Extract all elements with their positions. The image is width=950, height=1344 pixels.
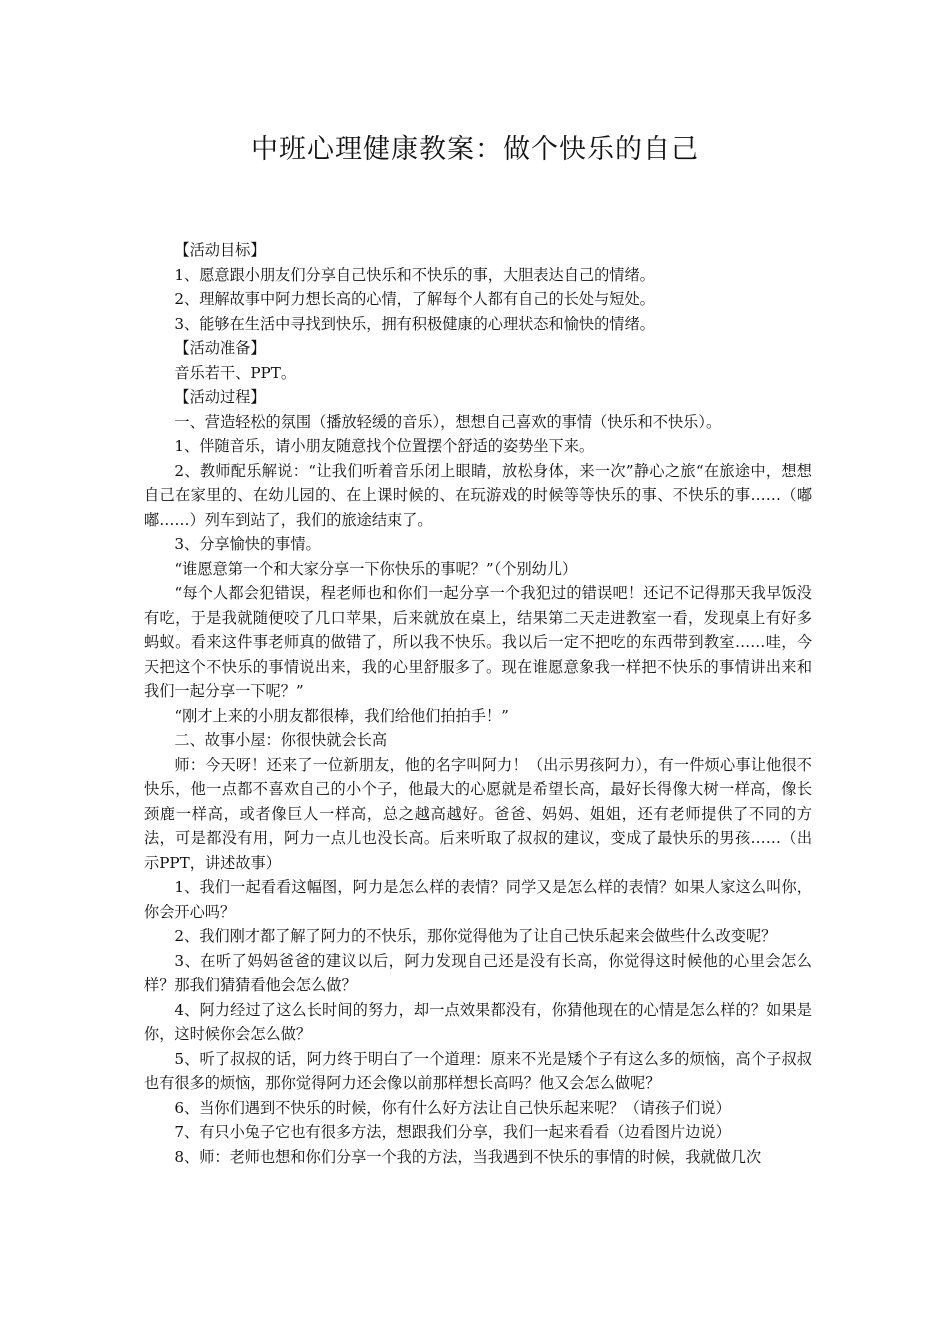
paragraph: 3、在听了妈妈爸爸的建议以后，阿力发现自己还是没有长高，你觉得这时候他的心里会怎么样？那我们猜猜看他会怎么做？: [144, 951, 812, 994]
section-heading-process: 【活动过程】: [174, 388, 266, 406]
paragraph: “刚才上来的小朋友都很棒，我们给他们拍拍手！”: [174, 706, 509, 725]
paragraph: 音乐若干、PPT。: [174, 363, 297, 382]
paragraph: 6、当你们遇到不快乐的时候，你有什么好方法让自己快乐起来呢？（请孩子们说）: [174, 1098, 731, 1117]
section-heading-preparation: 【活动准备】: [174, 339, 266, 357]
paragraph: 7、有只小兔子它也有很多方法，想跟我们分享，我们一起来看看（边看图片边说）: [174, 1123, 731, 1141]
paragraph: 2、教师配乐解说：“让我们听着音乐闭上眼睛，放松身体，来一次”静心之旅“在旅途中，想想自己在家里的、在幼儿园的、在上课时候的、在玩游戏的时候等等快乐的事、不快乐的事……（嘟嘟……）列车到站了，我们的旅途结束了。: [144, 461, 812, 529]
paragraph: 3、能够在生活中寻找到快乐，拥有积极健康的心理状态和愉快的情绪。: [174, 314, 655, 333]
paragraph: 二、故事小屋：你很快就会长高: [174, 731, 388, 749]
paragraph: 8、师：老师也想和你们分享一个我的方法，当我遇到不快乐的事情的时候，我就做几次: [174, 1147, 762, 1166]
paragraph: 2、理解故事中阿力想长高的心情，了解每个人都有自己的长处与短处。: [174, 290, 655, 308]
paragraph: 1、愿意跟小朋友们分享自己快乐和不快乐的事，大胆表达自己的情绪。: [174, 265, 655, 284]
paragraph: 1、我们一起看看这幅图，阿力是怎么样的表情？同学又是怎么样的表情？如果人家这么叫你，你会开心吗？: [144, 878, 812, 921]
paragraph: “谁愿意第一个和大家分享一下你快乐的事呢？”（个别幼儿）: [174, 559, 578, 578]
paragraph: 1、伴随音乐，请小朋友随意找个位置摆个舒适的姿势坐下来。: [174, 437, 595, 455]
paragraph: 一、营造轻松的氛围（播放轻缓的音乐），想想自己喜欢的事情（快乐和不快乐）。: [174, 412, 722, 431]
section-heading-goals: 【活动目标】: [174, 241, 266, 259]
paragraph: 2、我们刚才都了解了阿力的不快乐，那你觉得他为了让自己快乐起来会做些什么改变呢？: [174, 927, 777, 945]
document-title: 中班心理健康教案：做个快乐的自己: [251, 134, 699, 165]
document-body: [144, 238, 812, 1169]
paragraph: 5、听了叔叔的话，阿力终于明白了一个道理：原来不光是矮个子有这么多的烦恼，高个子叔叔也有很多的烦恼，那你觉得阿力还会像以前那样想长高吗？他又会怎么做呢？: [144, 1049, 812, 1092]
paragraph: “每个人都会犯错误，程老师也和你们一起分享一个我犯过的错误吧！还记不记得那天我早饭没有吃，于是我就随便咬了几口苹果，后来就放在桌上，结果第二天走进教室一看，发现桌上有好多蚂蚁。看来这件事老师真的做错了，所以我不快乐。我以后一定不把吃的东西带到教室……哇，今天把这个不快乐的事情说出来，我的心里舒服多了。现在谁愿意象我一样把不快乐的事情讲出来和我们一起分享一下呢？”: [144, 584, 812, 700]
paragraph: 师：今天呀！还来了一位新朋友，他的名字叫阿力！（出示男孩阿力），有一件烦心事让他很不快乐，他一点都不喜欢自己的小个子，他最大的心愿就是希望长高，最好长得像大树一样高，像长颈鹿一样高，或者像巨人一样高，总之越高越好。爸爸、妈妈、姐姐，还有老师提供了不同的方法，可是都没有用，阿力一点儿也没长高。后来听取了叔叔的建议，变成了最快乐的男孩……（出示PPT，讲述故事）: [144, 755, 812, 872]
paragraph: 4、阿力经过了这么长时间的努力，却一点效果都没有，你猜他现在的心情是怎么样的？如果是你，这时候你会怎么做？: [144, 1000, 812, 1043]
paragraph: 3、分享愉快的事情。: [174, 535, 321, 553]
